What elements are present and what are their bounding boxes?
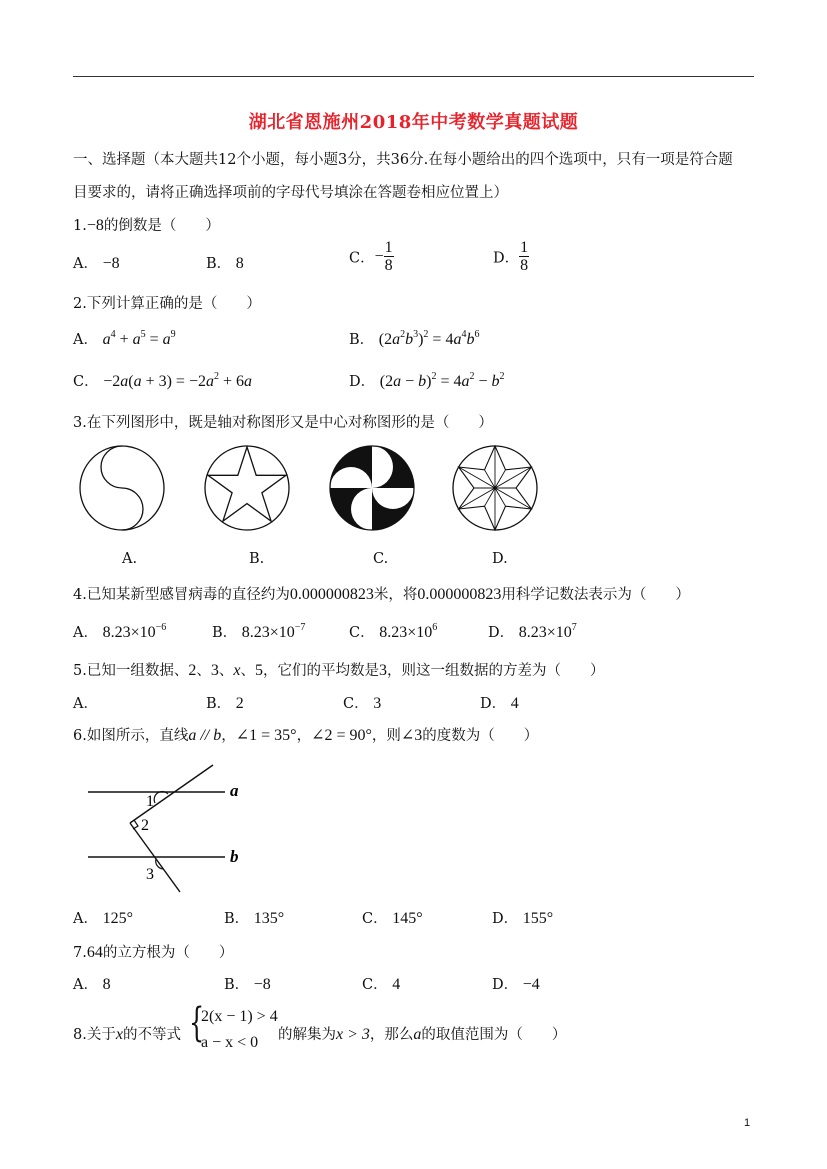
q3-label-d: D. (492, 551, 508, 567)
q1-option-a[interactable]: A． −8 (73, 255, 120, 272)
q4-option-d[interactable]: D． $8.23\times 10^7$ (488, 622, 577, 641)
q7-option-c[interactable]: C． 4 (362, 976, 401, 993)
header-rule (73, 76, 754, 77)
q6-figure (80, 760, 260, 895)
question-7-stem: 7.64的立方根为（ ） (73, 944, 234, 961)
q4-option-c[interactable]: C． $8.23\times 10^6$ (349, 622, 438, 641)
q3-figures (75, 440, 555, 550)
q1-option-b[interactable]: B． 8 (206, 255, 244, 272)
label-a: a (230, 781, 239, 800)
section-intro-line1: 一、选择题（本大题共12个小题，每小题3分，共36分.在每小题给出的四个选项中，只有一项是符合题 (73, 152, 733, 168)
q4-option-a[interactable]: A． $8.23\times 10^{-6}$ (73, 622, 167, 641)
q1-option-c[interactable]: C．− $\frac{1}{8}$ (349, 239, 393, 274)
question-8-stem-left: 8.关于x的不等式 (73, 1026, 181, 1043)
transversal-upper (130, 765, 213, 823)
q7-option-a[interactable]: A． 8 (73, 976, 111, 993)
label-angle-3: 3 (146, 866, 154, 883)
label-b: b (230, 847, 239, 866)
label-angle-2: 2 (141, 817, 149, 834)
q5-option-a[interactable]: A． (73, 696, 98, 712)
q5-option-c[interactable]: C． 3 (343, 695, 382, 712)
question-8-stem-right: 的解集为x > 3，那么a的取值范围为（ ） (278, 1026, 567, 1043)
question-6-stem: 6.如图所示，直线a // b，∠1 = 35°，∠2 = 90°，则∠3的度数为（ ） (73, 727, 539, 744)
question-2-stem: 2.下列计算正确的是（ ） (73, 296, 261, 312)
q2-option-a[interactable]: A． $a^4 + a^5 = a^9$ (73, 329, 176, 348)
page-number: 1 (744, 1117, 751, 1129)
q6-option-b[interactable]: B． 135° (224, 910, 285, 927)
inequality-1: 2(x − 1) > 4 (201, 1008, 278, 1025)
system-brace: { (189, 1000, 205, 1046)
question-3-stem: 3.在下列图形中，既是轴对称图形又是中心对称图形的是（ ） (73, 415, 493, 431)
q6-option-d[interactable]: D． 155° (492, 910, 554, 927)
q4-option-b[interactable]: B． $8.23\times 10^{-7}$ (212, 622, 306, 641)
q5-option-d[interactable]: D． 4 (480, 695, 519, 712)
question-5-stem: 5.已知一组数据、2、3、x、5，它们的平均数是3，则这一组数据的方差为（ ） (73, 662, 605, 679)
q2-option-d[interactable]: D． $(2a - b)^2 = 4a^2 - b^2$ (349, 371, 505, 390)
q3-figure-a[interactable] (80, 446, 164, 530)
q3-label-c: C. (373, 551, 389, 567)
q5-option-b[interactable]: B． 2 (206, 695, 244, 712)
q3-label-a: A. (122, 551, 138, 567)
q2-option-c[interactable]: C． $-2a(a + 3) = -2a^2 + 6a$ (73, 371, 253, 390)
q3-label-b: B. (249, 551, 265, 567)
section-intro-line2: 目要求的，请将正确选择项前的字母代号填涂在答题卷相应位置上） (73, 185, 508, 201)
q3-figure-c[interactable] (330, 446, 414, 530)
q6-option-c[interactable]: C． 145° (362, 910, 423, 927)
page-title: 湖北省恩施州2018年中考数学真题试题 (248, 112, 579, 133)
q6-option-a[interactable]: A． 125° (73, 910, 133, 927)
label-angle-1: 1 (146, 793, 154, 810)
q2-option-b[interactable]: B． $(2a^2b^3)^2 = 4a^4b^6$ (349, 329, 480, 348)
inequality-2: a − x < 0 (201, 1034, 259, 1051)
q1-option-d[interactable]: D． $\frac{1}{8}$ (493, 239, 529, 274)
question-4-stem: 4.已知某新型感冒病毒的直径约为0.000000823米，将0.000000823用科学记数法表示为（ ） (73, 586, 690, 603)
q3-figure-d[interactable] (453, 446, 537, 530)
q3-figure-b[interactable] (205, 446, 289, 530)
question-1-stem: 1.−8的倒数是（ ） (73, 217, 220, 234)
q7-option-b[interactable]: B． −8 (224, 976, 271, 993)
q7-option-d[interactable]: D． −4 (492, 976, 540, 993)
